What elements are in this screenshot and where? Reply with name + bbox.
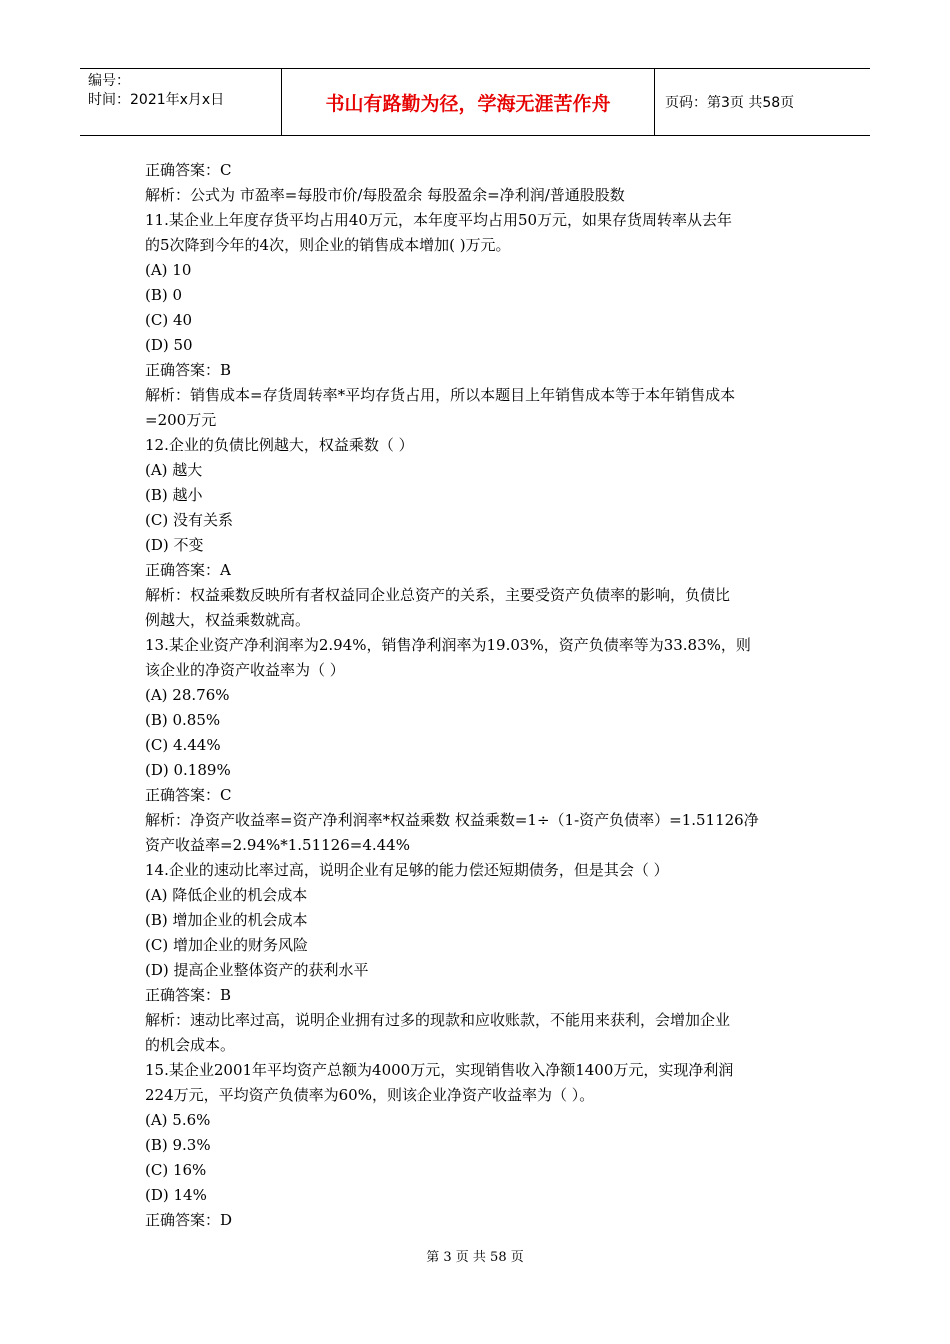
body-line: 例越大，权益乘数就高。 — [145, 611, 311, 629]
body-line: 正确答案：C — [145, 786, 232, 804]
body-line: (A) 5.6% — [145, 1111, 211, 1129]
page-footer: 第 3 页 共 58 页 — [426, 1250, 524, 1265]
body-line: (B) 9.3% — [145, 1136, 211, 1154]
header-left-cell — [80, 69, 282, 135]
body-line: =200万元 — [145, 411, 217, 429]
body-line: 14.企业的速动比率过高，说明企业有足够的能力偿还短期债务，但是其会（ ） — [145, 861, 669, 879]
body-line: (A) 28.76% — [145, 686, 230, 704]
body-line: (D) 14% — [145, 1186, 207, 1204]
body-line: (A) 10 — [145, 261, 192, 279]
body-line: (D) 提高企业整体资产的获利水平 — [145, 961, 369, 979]
body-line: 的5次降到今年的4次，则企业的销售成本增加( )万元。 — [145, 236, 511, 254]
body-line: (D) 不变 — [145, 536, 204, 554]
header-page-info: 页码：第3页 共58页 — [665, 95, 795, 111]
header-page-cell — [655, 69, 870, 135]
body-line: 正确答案：B — [145, 986, 232, 1004]
body-line: 正确答案：D — [145, 1211, 233, 1229]
document-time-label: 时间：2021年x月x日 — [88, 92, 225, 108]
body-line: 资产收益率=2.94%*1.51126=4.44% — [145, 836, 410, 854]
body-line: (C) 没有关系 — [145, 511, 233, 529]
body-line: (A) 降低企业的机会成本 — [145, 886, 308, 904]
body-line: 11.某企业上年度存货平均占用40万元，本年度平均占用50万元，如果存货周转率从去年 — [145, 211, 733, 229]
body-line: (C) 16% — [145, 1161, 207, 1179]
document-code-label: 编号： — [88, 73, 130, 89]
body-line: (B) 增加企业的机会成本 — [145, 911, 308, 929]
body-line: 正确答案：A — [145, 561, 231, 579]
body-line: (D) 0.189% — [145, 761, 231, 779]
body-line: (A) 越大 — [145, 461, 203, 479]
body-line: (C) 增加企业的财务风险 — [145, 936, 308, 954]
body-line: 解析：速动比率过高，说明企业拥有过多的现款和应收账款，不能用来获利，会增加企业 — [145, 1011, 731, 1029]
body-line: (B) 0.85% — [145, 711, 221, 729]
body-line: (B) 越小 — [145, 486, 203, 504]
header-motto-cell — [282, 69, 655, 135]
body-line: 15.某企业2001年平均资产总额为4000万元，实现销售收入净额1400万元，实现净利润 — [145, 1061, 734, 1079]
document-body — [145, 158, 810, 1233]
body-line: (B) 0 — [145, 286, 183, 304]
body-line: 224万元，平均资产负债率为60%，则该企业净资产收益率为（ ）。 — [145, 1086, 595, 1104]
body-line: (C) 4.44% — [145, 736, 221, 754]
page-header — [80, 68, 870, 136]
body-line: (D) 50 — [145, 336, 193, 354]
body-line: 正确答案：B — [145, 361, 232, 379]
body-line: (C) 40 — [145, 311, 193, 329]
body-line: 正确答案：C — [145, 161, 232, 179]
body-line: 解析：销售成本=存货周转率*平均存货占用，所以本题目上年销售成本等于本年销售成本 — [145, 386, 736, 404]
body-line: 该企业的净资产收益率为（ ） — [145, 661, 345, 679]
body-line: 13.某企业资产净利润率为2.94%，销售净利润率为19.03%，资产负债率等为33.83%，则 — [145, 636, 751, 654]
body-line: 解析：净资产收益率=资产净利润率*权益乘数 权益乘数=1÷（1-资产负债率）=1.51126净 — [145, 811, 759, 829]
header-motto: 书山有路勤为径，学海无涯苦作舟 — [325, 92, 611, 115]
body-line: 的机会成本。 — [145, 1036, 236, 1054]
body-line: 解析：权益乘数反映所有者权益同企业总资产的关系，主要受资产负债率的影响，负债比 — [145, 586, 731, 604]
body-line: 解析：公式为 市盈率=每股市价/每股盈余 每股盈余=净利润/普通股股数 — [145, 186, 625, 204]
body-line: 12.企业的负债比例越大，权益乘数（ ） — [145, 436, 414, 454]
